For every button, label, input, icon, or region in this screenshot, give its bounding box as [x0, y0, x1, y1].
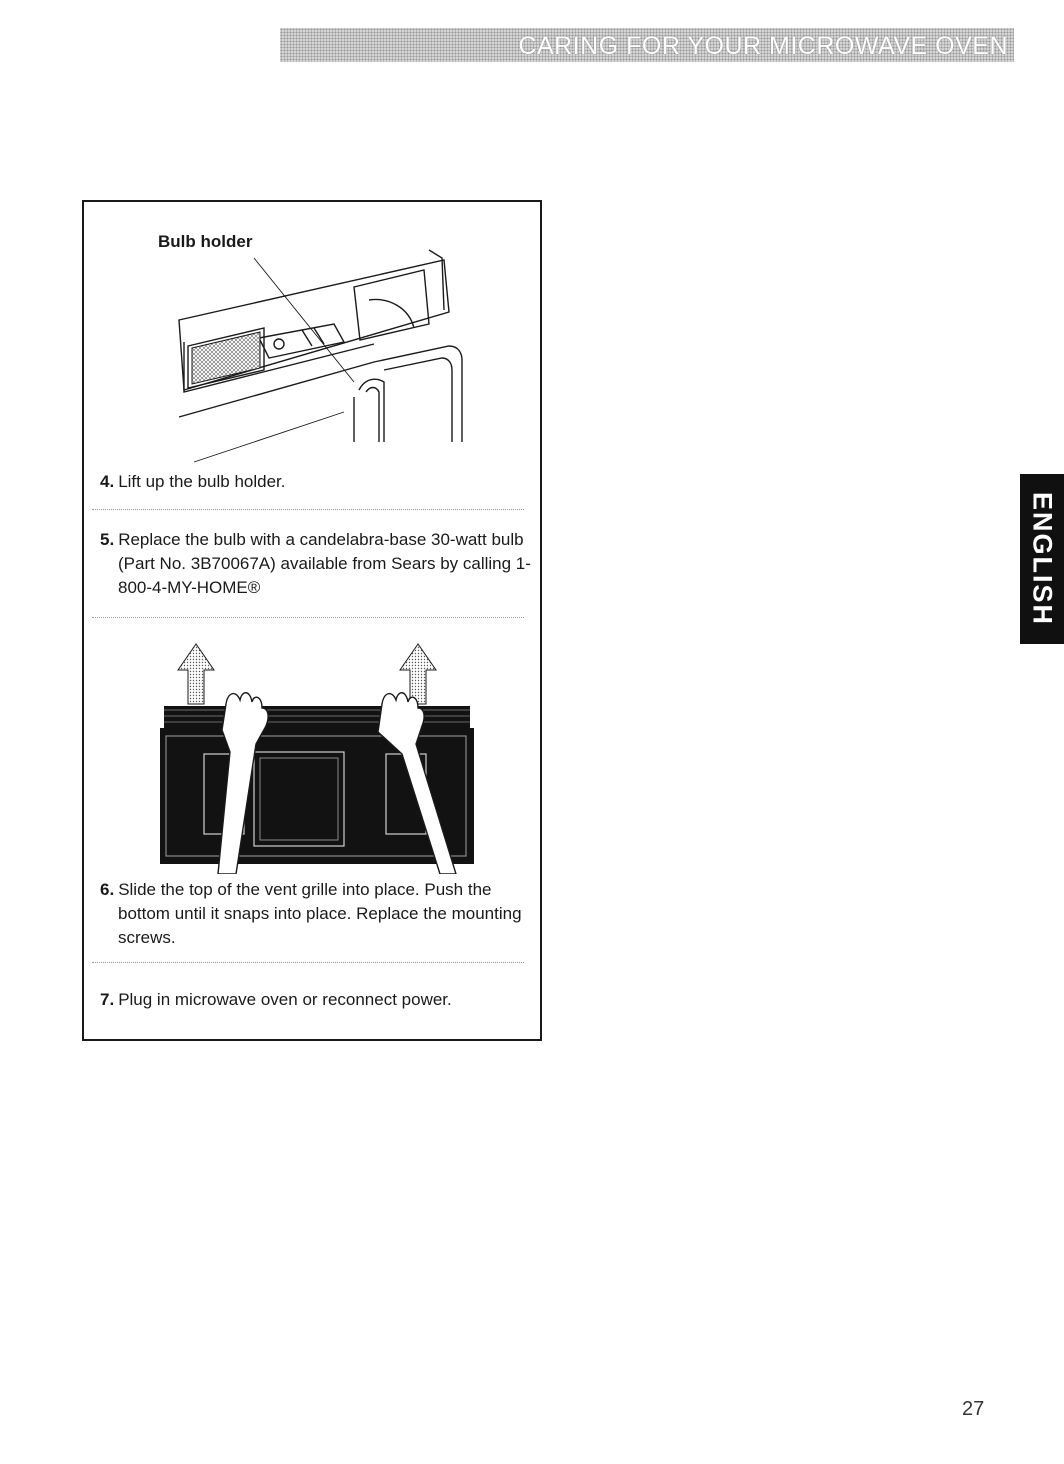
step-5-number: 5.: [100, 530, 115, 549]
vent-grille-illustration: [156, 634, 476, 874]
bulb-holder-illustration: [174, 242, 484, 472]
step-6-text: Slide the top of the vent grille into place. Push the bottom until it snaps into place. Replace the mounting screws.: [118, 880, 522, 947]
section-title: CARING FOR YOUR MICROWAVE OVEN: [518, 32, 1008, 60]
step-4: [100, 470, 542, 494]
step-6-number: 6.: [100, 880, 115, 899]
step-divider: [92, 509, 524, 510]
instruction-box: [82, 200, 542, 1041]
step-5: [100, 528, 542, 600]
page-number: 27: [962, 1398, 985, 1420]
step-7: [100, 988, 542, 1012]
bulb-holder-callout: Bulb holder: [158, 232, 253, 251]
step-6: [100, 878, 542, 950]
language-tab: [1020, 474, 1064, 644]
step-7-text: Plug in microwave oven or reconnect power.: [118, 990, 452, 1009]
step-divider: [92, 962, 524, 963]
step-5-text: Replace the bulb with a candelabra-base 30-watt bulb (Part No. 3B70067A) available from Sears by calling 1-800-4-MY-HOME®: [118, 530, 531, 597]
step-divider: [92, 617, 524, 618]
step-4-text: Lift up the bulb holder.: [118, 472, 286, 491]
step-7-number: 7.: [100, 990, 115, 1009]
step-4-number: 4.: [100, 472, 115, 491]
section-header-band: [280, 28, 1014, 62]
language-tab-label: ENGLISH: [1027, 491, 1058, 626]
